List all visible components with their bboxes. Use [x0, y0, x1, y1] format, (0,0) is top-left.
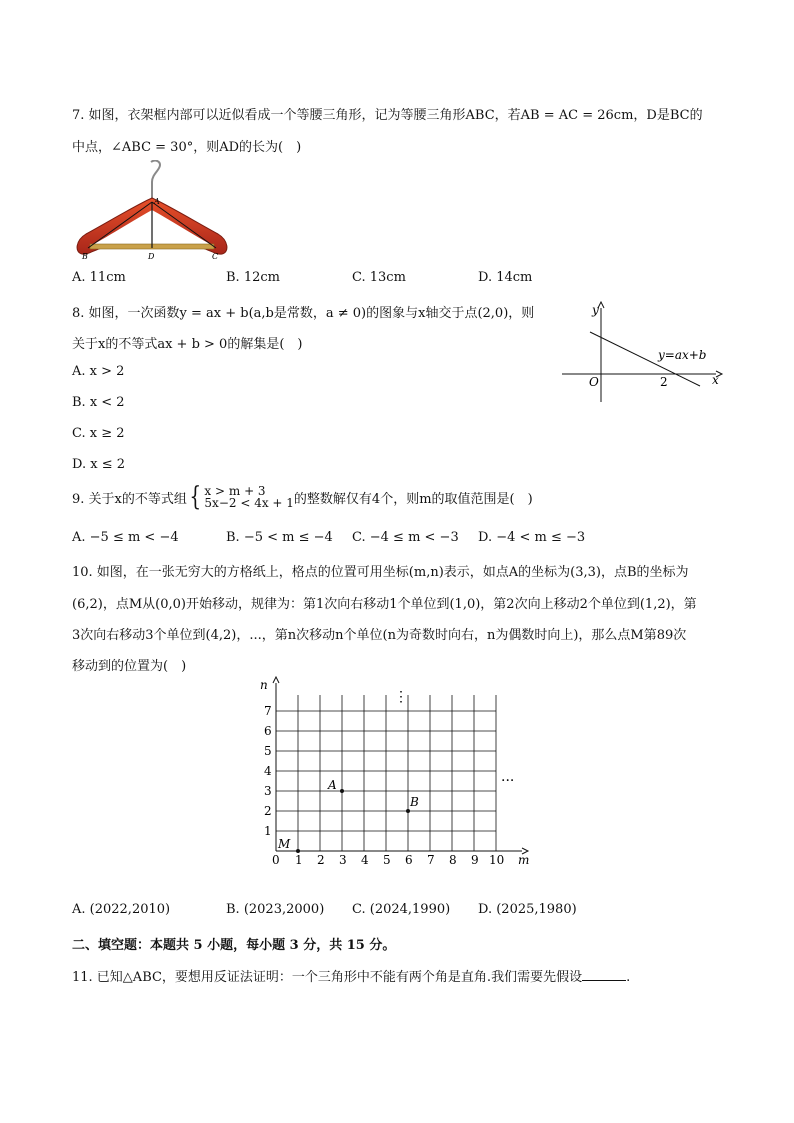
q11-stem [72, 966, 630, 985]
q8-option-b[interactable]: B. x < 2 [72, 395, 125, 410]
x-tick-label: 9 [471, 853, 479, 867]
q8-stem-line1: 8. 如图，一次函数y = ax + b(a,b是常数，a ≠ 0)的图象与x轴交于点(2,0)，则 [72, 306, 535, 321]
grid-m-label: m [518, 853, 530, 867]
q7-option-c[interactable]: C. 13cm [352, 270, 406, 285]
q9-option-d[interactable]: D. −4 < m ≤ −3 [478, 530, 586, 545]
q10-option-a[interactable]: A. (2022,2010) [72, 902, 171, 917]
x-tick-label: 1 [295, 853, 303, 867]
hanger-label-A: A [154, 197, 160, 206]
coordinate-grid [256, 675, 536, 870]
q10-option-b[interactable]: B. (2023,2000) [226, 902, 325, 917]
x-tick-label: 8 [449, 853, 457, 867]
q10-stem-line3: 3次向右移动3个单位到(4,2)，...，第n次移动n个单位(n为奇数时向右，n为偶数时向上)，那么点M第89次 [72, 628, 687, 643]
x-tick-label: 6 [405, 853, 413, 867]
q11-text: 11. 已知△ABC，要想用反证法证明：一个三角形中不能有两个角是直角.我们需要先假设 [72, 970, 583, 985]
hanger-label-B: B [82, 252, 88, 261]
q9-system-top: x > m + 3 [204, 484, 266, 498]
n-axis-arrow-icon [273, 677, 279, 683]
grid-n-label: n [260, 678, 268, 692]
q9-stem [72, 484, 533, 510]
x-tick-label: 3 [339, 853, 347, 867]
point-B [406, 809, 410, 813]
q11-end: . [626, 970, 631, 985]
horizontal-ellipsis: ··· [501, 773, 515, 789]
q9-option-a[interactable]: A. −5 ≤ m < −4 [72, 530, 179, 545]
point-A [340, 789, 344, 793]
q10-stem-line2: (6,2)，点M从(0,0)开始移动，规律为：第1次向右移动1个单位到(1,0)，第2次向上移动2个单位到(1,2)，第 [72, 597, 697, 612]
graph-x-label: x [712, 373, 719, 387]
brace-icon: { [189, 482, 201, 512]
graph-y-label: y [592, 303, 599, 317]
hanger-label-C: C [212, 252, 219, 261]
x-tick-label: 0 [272, 853, 280, 867]
hanger-figure [72, 160, 232, 262]
linear-function-graph [560, 298, 730, 406]
point-M [296, 849, 300, 853]
y-tick-label: 6 [264, 724, 272, 738]
point-B-label: B [410, 795, 419, 809]
vertical-ellipsis: ⋮ [394, 689, 408, 705]
y-axis-arrow-icon [598, 302, 604, 308]
q7-option-b[interactable]: B. 12cm [226, 270, 280, 285]
q10-option-c[interactable]: C. (2024,1990) [352, 902, 451, 917]
x-tick-label: 2 [317, 853, 325, 867]
section-heading: 二、填空题：本题共 5 小题，每小题 3 分，共 15 分。 [72, 938, 396, 953]
q11-answer-blank[interactable] [582, 968, 626, 981]
hanger-label-D: D [148, 252, 155, 261]
point-A-label: A [328, 778, 337, 792]
q7-stem-line1: 7. 如图，衣架框内部可以近似看成一个等腰三角形，记为等腰三角形ABC，若AB = AC = 26cm，D是BC的 [72, 108, 703, 123]
y-tick-label: 3 [264, 784, 272, 798]
q8-option-a[interactable]: A. x > 2 [72, 364, 125, 379]
x-tick-label: 7 [427, 853, 435, 867]
y-tick-label: 2 [264, 804, 272, 818]
q7-option-a[interactable]: A. 11cm [72, 270, 126, 285]
x-tick-label: 5 [383, 853, 391, 867]
y-tick-label: 5 [264, 744, 272, 758]
q7-stem-line2: 中点，∠ABC = 30°，则AD的长为( ) [72, 140, 302, 155]
q7-option-d[interactable]: D. 14cm [478, 270, 533, 285]
x-tick-label: 10 [489, 853, 505, 867]
q9-system [204, 485, 294, 509]
q10-option-d[interactable]: D. (2025,1980) [478, 902, 577, 917]
q9-option-b[interactable]: B. −5 < m ≤ −4 [226, 530, 333, 545]
graph-origin-label: O [589, 375, 599, 389]
q8-option-d[interactable]: D. x ≤ 2 [72, 457, 125, 472]
q9-system-bottom: 5x−2 < 4x + 1 [204, 496, 294, 510]
graph-line-label: y=ax+b [658, 348, 707, 362]
graph-intercept-label: 2 [660, 375, 668, 389]
y-tick-label: 7 [264, 704, 272, 718]
q10-stem-line4: 移动到的位置为( ) [72, 659, 187, 674]
q8-option-c[interactable]: C. x ≥ 2 [72, 426, 125, 441]
y-tick-label: 1 [264, 824, 272, 838]
q8-stem-line2: 关于x的不等式ax + b > 0的解集是( ) [72, 337, 303, 352]
x-tick-label: 4 [361, 853, 369, 867]
q10-stem-line1: 10. 如图，在一张无穷大的方格纸上，格点的位置可用坐标(m,n)表示，如点A的坐标为(3,3)，点B的坐标为 [72, 565, 689, 580]
q9-prefix: 9. 关于x的不等式组 [72, 491, 187, 507]
y-tick-label: 4 [264, 764, 272, 778]
q9-option-c[interactable]: C. −4 ≤ m < −3 [352, 530, 459, 545]
point-M-label: M [278, 837, 291, 851]
q9-suffix: 的整数解仅有4个，则m的取值范围是( ) [293, 491, 533, 507]
